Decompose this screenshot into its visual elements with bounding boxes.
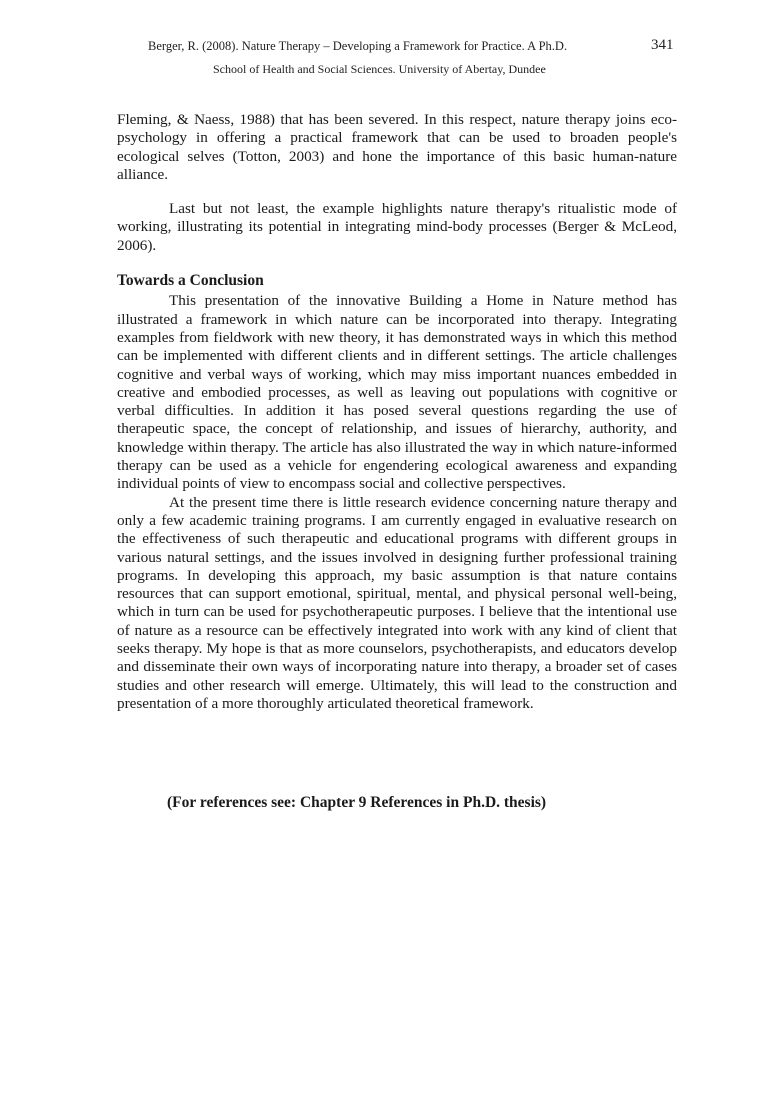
paragraph-3: This presentation of the innovative Building a Home in Nature method has illustrated a framework in which nature can be incorporated into therapy. Integrating examples from fieldwork with new theory, it has demonstrated ways in which this method can be implemented with different clients and in different settings. The article challenges cognitive and verbal ways of working, which may miss important nuances embedded in creative and embodied processes, as well as leaving out populations with cognitive or verbal difficulties. In addition it has posed several questions regarding the use of therapeutic space, the concept of relationship, and issues of hierarchy, authority, and knowledge within therapy. The article has also illustrated the way in which nature-informed therapy can be used as a vehicle for engendering ecological awareness and expanding individual points of view to encompass social and collective perspectives. <box>117 292 677 493</box>
body-content <box>117 111 677 713</box>
paragraph-1: Fleming, & Naess, 1988) that has been severed. In this respect, nature therapy joins eco-psychology in offering a practical framework that can be used to broaden people's ecological selves (Totton, 2003) and hone the importance of this basic human-nature alliance. <box>117 111 677 183</box>
header-institution: School of Health and Social Sciences. University of Abertay, Dundee <box>213 62 546 76</box>
header-line-1 <box>140 36 680 56</box>
running-header <box>140 36 680 76</box>
paragraph-2: Last but not least, the example highlights nature therapy's ritualistic mode of working, illustrating its potential in integrating mind-body processes (Berger & McLeod, 2006). <box>117 200 677 254</box>
references-note: (For references see: Chapter 9 References in Ph.D. thesis) <box>167 794 547 811</box>
header-citation: Berger, R. (2008). Nature Therapy – Developing a Framework for Practice. A Ph.D. <box>148 39 568 53</box>
page-number: 341 <box>651 37 674 53</box>
section-heading: Towards a Conclusion <box>117 272 264 290</box>
paragraph-4: At the present time there is little research evidence concerning nature therapy and only a few academic training programs. I am currently engaged in evaluative research on the effectiveness of such therapeutic and educational programs with different groups in various natural settings, and the issues involved in designing further professional training programs. In developing this approach, my basic assumption is that nature contains resources that can support emotional, spiritual, mental, and physical personal well-being, which in turn can be used for psychotherapeutic purposes. I believe that the intentional use of nature as a resource can be effectively integrated into work with any kind of client that seeks therapy. My hope is that as more counselors, psychotherapists, and educators develop and disseminate their own ways of incorporating nature into therapy, a broader set of cases studies and other research will emerge. Ultimately, this will lead to the construction and presentation of a more thoroughly articulated theoretical framework. <box>117 493 677 712</box>
